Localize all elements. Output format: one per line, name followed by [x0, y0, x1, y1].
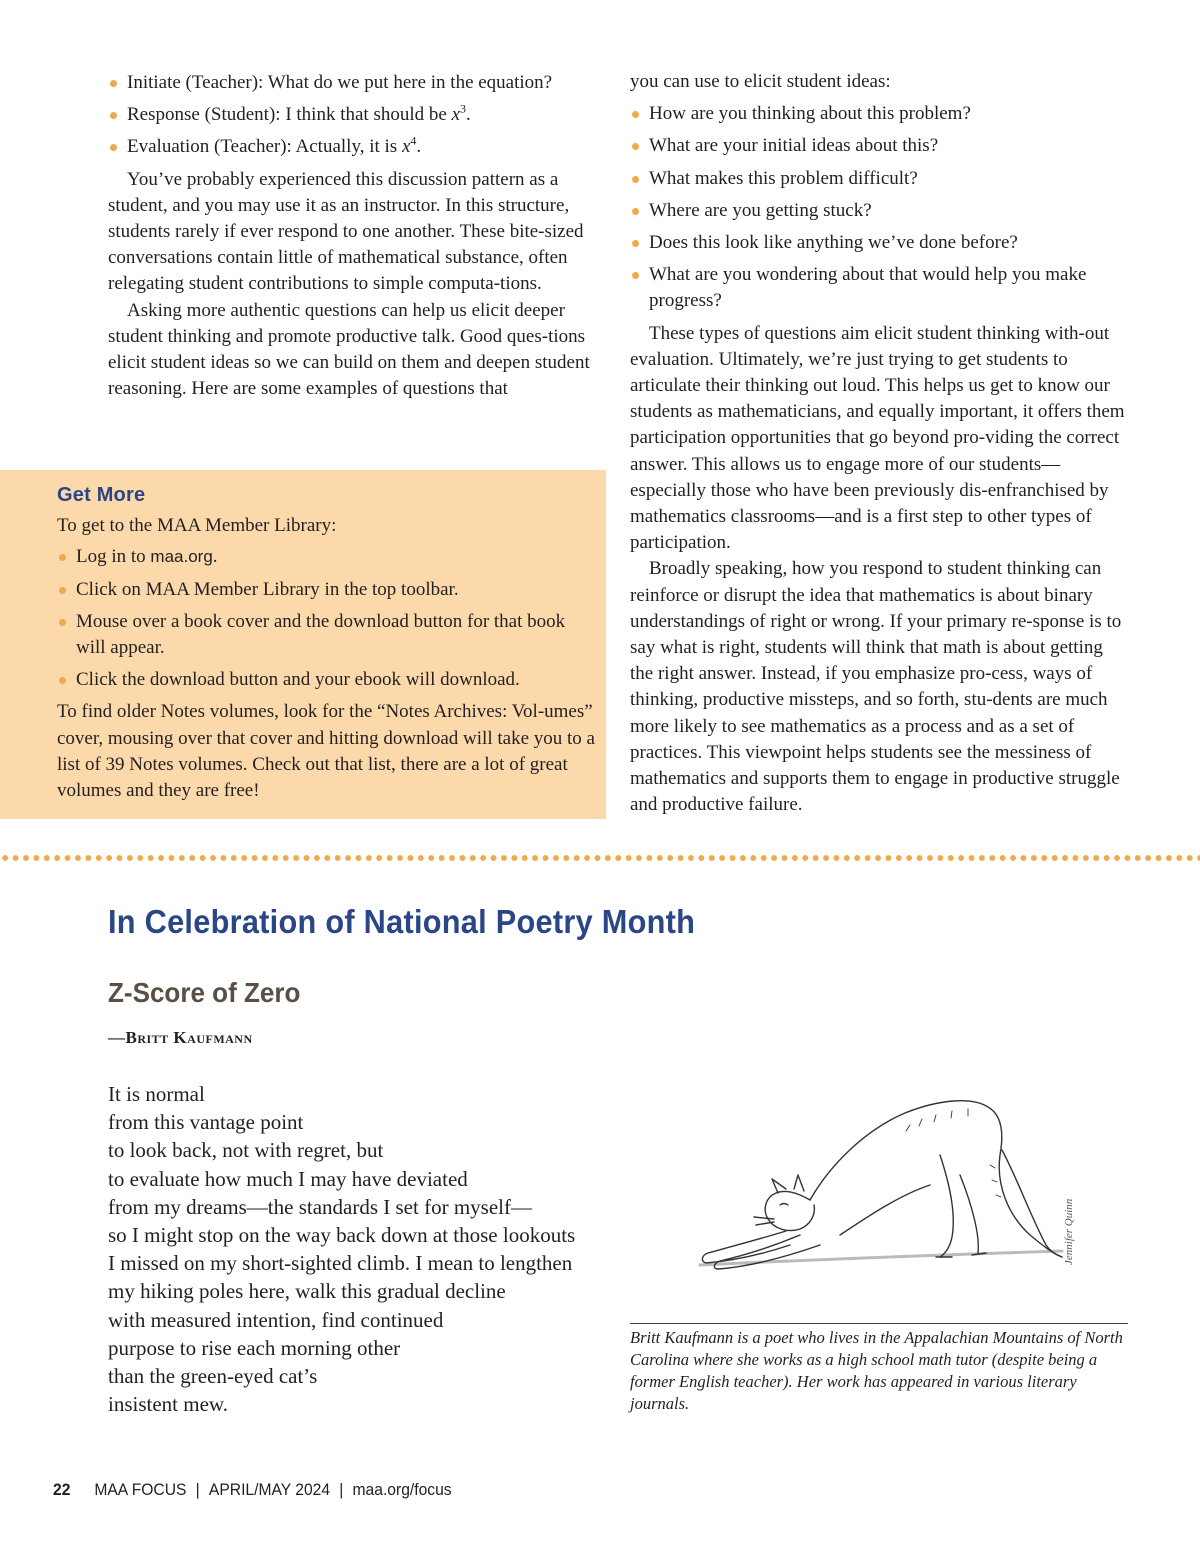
publication-name: MAA FOCUS — [94, 1480, 187, 1499]
poem-line: so I might stop on the way back down at those lookouts — [108, 1223, 576, 1248]
section-title: In Celebration of National Poetry Month — [108, 903, 696, 940]
illustration-credit: Jennifer Quinn — [1063, 1198, 1075, 1265]
poem-line: than the green-eyed cat’s — [108, 1364, 318, 1389]
poem-body — [108, 1080, 618, 1418]
get-more-sidebar — [0, 470, 606, 819]
list-item — [108, 134, 606, 160]
bullet-end: . — [466, 104, 471, 126]
poem-line: with measured intention, find continued — [108, 1307, 444, 1332]
poem-title: Z-Score of Zero — [108, 977, 301, 1008]
math-variable: x — [401, 136, 411, 158]
step-text: Mouse over a book cover and the download button for that book will appear. — [76, 610, 566, 659]
step-text: Click on MAA Member Library in the top toolbar. — [76, 578, 459, 600]
list-item — [108, 70, 606, 96]
poem-line: purpose to rise each morning other — [108, 1335, 401, 1360]
math-exponent: 4 — [410, 134, 417, 149]
footer-separator: | — [339, 1480, 344, 1499]
list-item: Where are you getting stuck? — [630, 198, 1130, 224]
stretching-cat-illustration — [690, 1085, 1080, 1285]
step-text: Log in to — [76, 546, 151, 568]
author-bio: Britt Kaufmann is a poet who lives in the Appalachian Mountains of North Carolina where she works as a high school math tutor (despite being a former English teacher). Her work has appeared in various literary journals. — [630, 1328, 1123, 1413]
step-end: . — [212, 546, 218, 568]
poem-line: to look back, not with regret, but — [108, 1138, 384, 1163]
body-paragraph: Broadly speaking, how you respond to student thinking can reinforce or disrupt the idea that mathematics is about binary understandings of right or wrong. If your primary re-sponse is to say what is right, students will think that math is about getting the right answer. Instead, if you emphasize pro-cess, ways of thinking, productive missteps, and so forth, stu-dents are much more likely to see mathematics as a process and as a set of practices. This viewpoint helps students see the messiness of mathematics and supports them to engage in productive struggle and productive failure. — [630, 558, 1122, 816]
poem-line: insistent mew. — [108, 1392, 228, 1417]
questions-list — [630, 101, 1130, 314]
discussion-pattern-list — [108, 70, 606, 161]
list-item — [57, 609, 596, 661]
questions-lead: you can use to elicit student ideas: — [630, 71, 891, 92]
math-variable: x — [451, 104, 460, 126]
poem-line: from this vantage point — [108, 1110, 304, 1135]
poem-line: my hiking poles here, walk this gradual decline — [108, 1279, 506, 1304]
poem-author: —Britt Kaufmann — [108, 1028, 253, 1047]
footer-separator: | — [195, 1480, 200, 1499]
get-more-heading: Get More — [57, 484, 146, 506]
poem-line: I missed on my short-sighted climb. I mean to lengthen — [108, 1251, 573, 1276]
list-item: What are your initial ideas about this? — [630, 133, 1130, 159]
list-item: What are you wondering about that would help you make progress? — [630, 262, 1130, 314]
bullet-end: . — [416, 136, 422, 158]
get-more-outro: To find older Notes volumes, look for the “Notes Archives: Vol-umes” cover, mousing over that cover and hitting download will take you to a list of 39 Notes volumes. Check out that list, there are a lot of great volumes and they are free! — [57, 701, 595, 802]
get-more-steps — [57, 544, 596, 693]
bio-divider — [630, 1323, 1128, 1324]
page-footer — [53, 1480, 452, 1500]
get-more-intro: To get to the MAA Member Library: — [57, 515, 337, 537]
poem-line: to evaluate how much I may have deviated — [108, 1166, 468, 1191]
body-paragraph: Asking more authentic questions can help us elicit deeper student thinking and promote productive talk. Good ques-tions elicit student ideas so we can build on them and deepen student reasoning. Here are some examples of questions that — [108, 299, 590, 400]
issue-date: APRIL/MAY 2024 — [208, 1480, 331, 1499]
body-paragraph: These types of questions aim elicit student thinking with-out evaluation. Ultimately, we’re just trying to get students to articulate their thinking out loud. This helps us get to know our students as mathematicians, and equally important, it offers them participation opportunities that go beyond pro-viding the correct answer. This allows us to engage more of our students—especially those who have been previously dis-enfranchised by mathematics classrooms—and is a first step to other types of participation. — [630, 322, 1125, 554]
list-item: How are you thinking about this problem? — [630, 101, 1130, 127]
left-column — [108, 70, 606, 402]
list-item: What makes this problem difficult? — [630, 166, 1130, 192]
bullet-text: Initiate (Teacher): What do we put here in the equation? — [127, 72, 553, 93]
page-number: 22 — [53, 1480, 71, 1499]
body-paragraph: You’ve probably experienced this discussion pattern as a student, and you may use it as an instructor. In this structure, students rarely if ever respond to one another. These bite-sized conversations contain little of mathematical substance, often relegating student contributions to simple computa-tions. — [108, 168, 584, 295]
list-item — [57, 667, 596, 693]
math-exponent: 3 — [460, 101, 466, 116]
bullet-text: Response (Student): I think that should be — [127, 104, 452, 126]
poem-line: It is normal — [108, 1082, 205, 1106]
right-column — [630, 69, 1130, 818]
list-item — [108, 102, 606, 128]
footer-url[interactable]: maa.org/focus — [352, 1480, 452, 1499]
list-item — [57, 544, 596, 570]
list-item: Does this look like anything we’ve done before? — [630, 230, 1130, 256]
step-text: Click the download button and your ebook will download. — [76, 669, 520, 691]
dotted-divider — [0, 852, 1200, 864]
poem-line: from my dreams—the standards I set for myself— — [108, 1194, 532, 1219]
bullet-text: Evaluation (Teacher): Actually, it is — [127, 136, 402, 158]
maa-link[interactable]: maa.org — [150, 547, 213, 567]
list-item — [57, 577, 596, 603]
